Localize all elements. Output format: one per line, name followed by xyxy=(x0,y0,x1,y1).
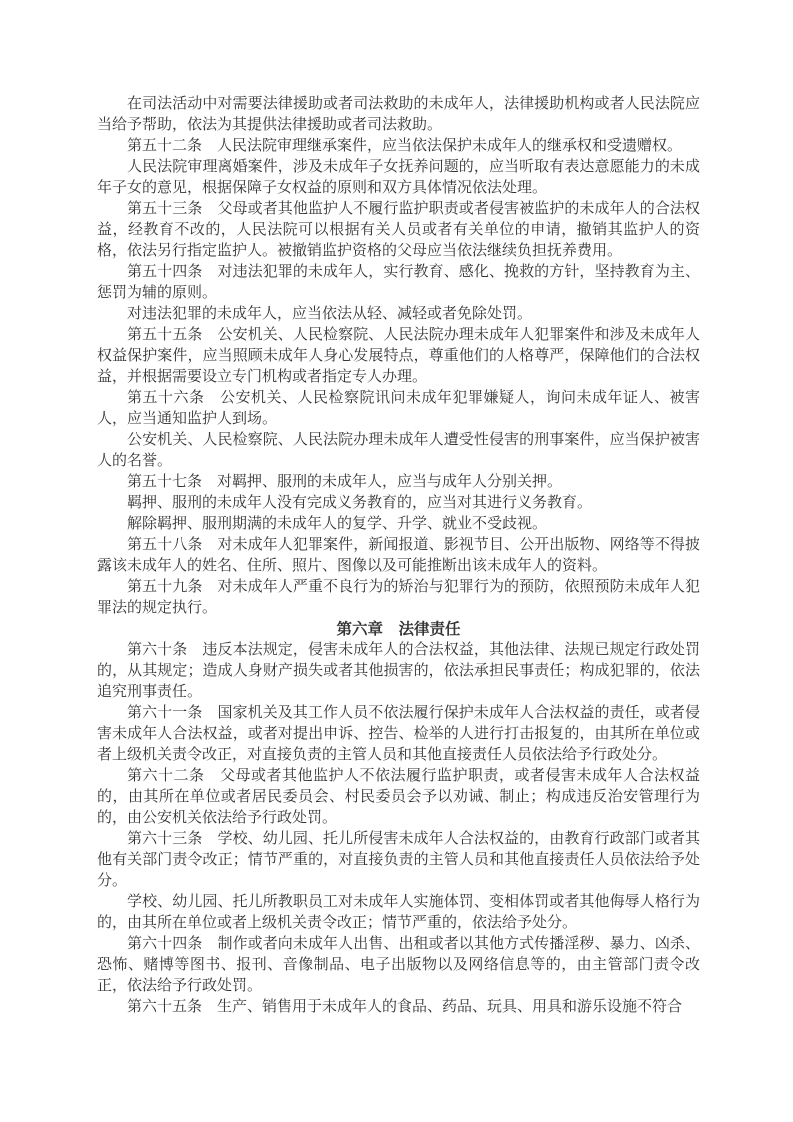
paragraph: 第五十六条 公安机关、人民检察院讯问未成年犯罪嫌疑人，询问未成年证人、被害人，应当通知监护人到场。 xyxy=(97,390,700,427)
paragraph: 第五十八条 对未成年人犯罪案件，新闻报道、影视节目、公开出版物、网络等不得披露该未成年人的姓名、住所、照片、图像以及可能推断出该未成年人的资料。 xyxy=(97,537,700,574)
paragraph: 解除羁押、服刑期满的未成年人的复学、升学、就业不受歧视。 xyxy=(127,516,548,532)
paragraph: 公安机关、人民检察院、人民法院办理未成年人遭受性侵害的刑事案件，应当保护被害人的名誉。 xyxy=(97,432,700,469)
paragraph: 羁押、服刑的未成年人没有完成义务教育的，应当对其进行义务教育。 xyxy=(127,495,593,511)
paragraph: 第六十条 违反本法规定，侵害未成年人的合法权益，其他法律、法规已规定行政处罚的，从其规定；造成人身财产损失或者其他损害的，依法承担民事责任；构成犯罪的，依法追究刑事责任。 xyxy=(97,642,700,700)
paragraph: 第五十四条 对违法犯罪的未成年人，实行教育、感化、挽救的方针，坚持教育为主、惩罚为辅的原则。 xyxy=(97,264,700,301)
paragraph: 对违法犯罪的未成年人，应当依法从轻、减轻或者免除处罚。 xyxy=(127,306,533,322)
paragraph: 第五十五条 公安机关、人民检察院、人民法院办理未成年人犯罪案件和涉及未成年人权益保护案件，应当照顾未成年人身心发展特点，尊重他们的人格尊严，保障他们的合法权益，并根据需要设立专门机构或者指定专人办理。 xyxy=(97,327,700,385)
paragraph: 第六十五条 生产、销售用于未成年人的食品、药品、玩具、用具和游乐设施不符合 xyxy=(127,999,683,1015)
paragraph: 第五十二条 人民法院审理继承案件，应当依法保护未成年人的继承权和受遗赠权。 xyxy=(127,138,683,154)
paragraph: 第五十七条 对羁押、服刑的未成年人，应当与成年人分别关押。 xyxy=(127,474,563,490)
paragraph: 第六十二条 父母或者其他监护人不依法履行监护职责，或者侵害未成年人合法权益的，由其所在单位或者居民委员会、村民委员会予以劝诫、制止；构成违反治安管理行为的，由公安机关依法给予行政处罚。 xyxy=(97,768,700,826)
paragraph: 在司法活动中对需要法律援助或者司法救助的未成年人，法律援助机构或者人民法院应当给予帮助，依法为其提供法律援助或者司法救助。 xyxy=(97,96,700,133)
paragraph: 第六十一条 国家机关及其工作人员不依法履行保护未成年人合法权益的责任，或者侵害未成年人合法权益，或者对提出申诉、控告、检举的人进行打击报复的，由其所在单位或者上级机关责令改正，对直接负责的主管人员和其他直接责任人员依法给予行政处分。 xyxy=(97,705,700,763)
chapter-heading: 第六章 法律责任 xyxy=(336,621,461,638)
paragraph: 第五十九条 对未成年人严重不良行为的矫治与犯罪行为的预防，依照预防未成年人犯罪法的规定执行。 xyxy=(97,579,700,616)
document-body xyxy=(97,94,700,1018)
paragraph: 学校、幼儿园、托儿所教职员工对未成年人实施体罚、变相体罚或者其他侮辱人格行为的，由其所在单位或者上级机关责令改正；情节严重的，依法给予处分。 xyxy=(97,894,700,931)
paragraph: 第六十三条 学校、幼儿园、托儿所侵害未成年人合法权益的，由教育行政部门或者其他有关部门责令改正；情节严重的，对直接负责的主管人员和其他直接责任人员依法给予处分。 xyxy=(97,831,700,889)
paragraph: 第五十三条 父母或者其他监护人不履行监护职责或者侵害被监护的未成年人的合法权益，经教育不改的，人民法院可以根据有关人员或者有关单位的申请，撤销其监护人的资格，依法另行指定监护人。被撤销监护资格的父母应当依法继续负担抚养费用。 xyxy=(97,201,700,259)
paragraph: 第六十四条 制作或者向未成年人出售、出租或者以其他方式传播淫秽、暴力、凶杀、恐怖、赌博等图书、报刊、音像制品、电子出版物以及网络信息等的，由主管部门责令改正，依法给予行政处罚。 xyxy=(97,936,700,994)
paragraph: 人民法院审理离婚案件，涉及未成年子女抚养问题的，应当听取有表达意愿能力的未成年子女的意见，根据保障子女权益的原则和双方具体情况依法处理。 xyxy=(97,159,700,196)
